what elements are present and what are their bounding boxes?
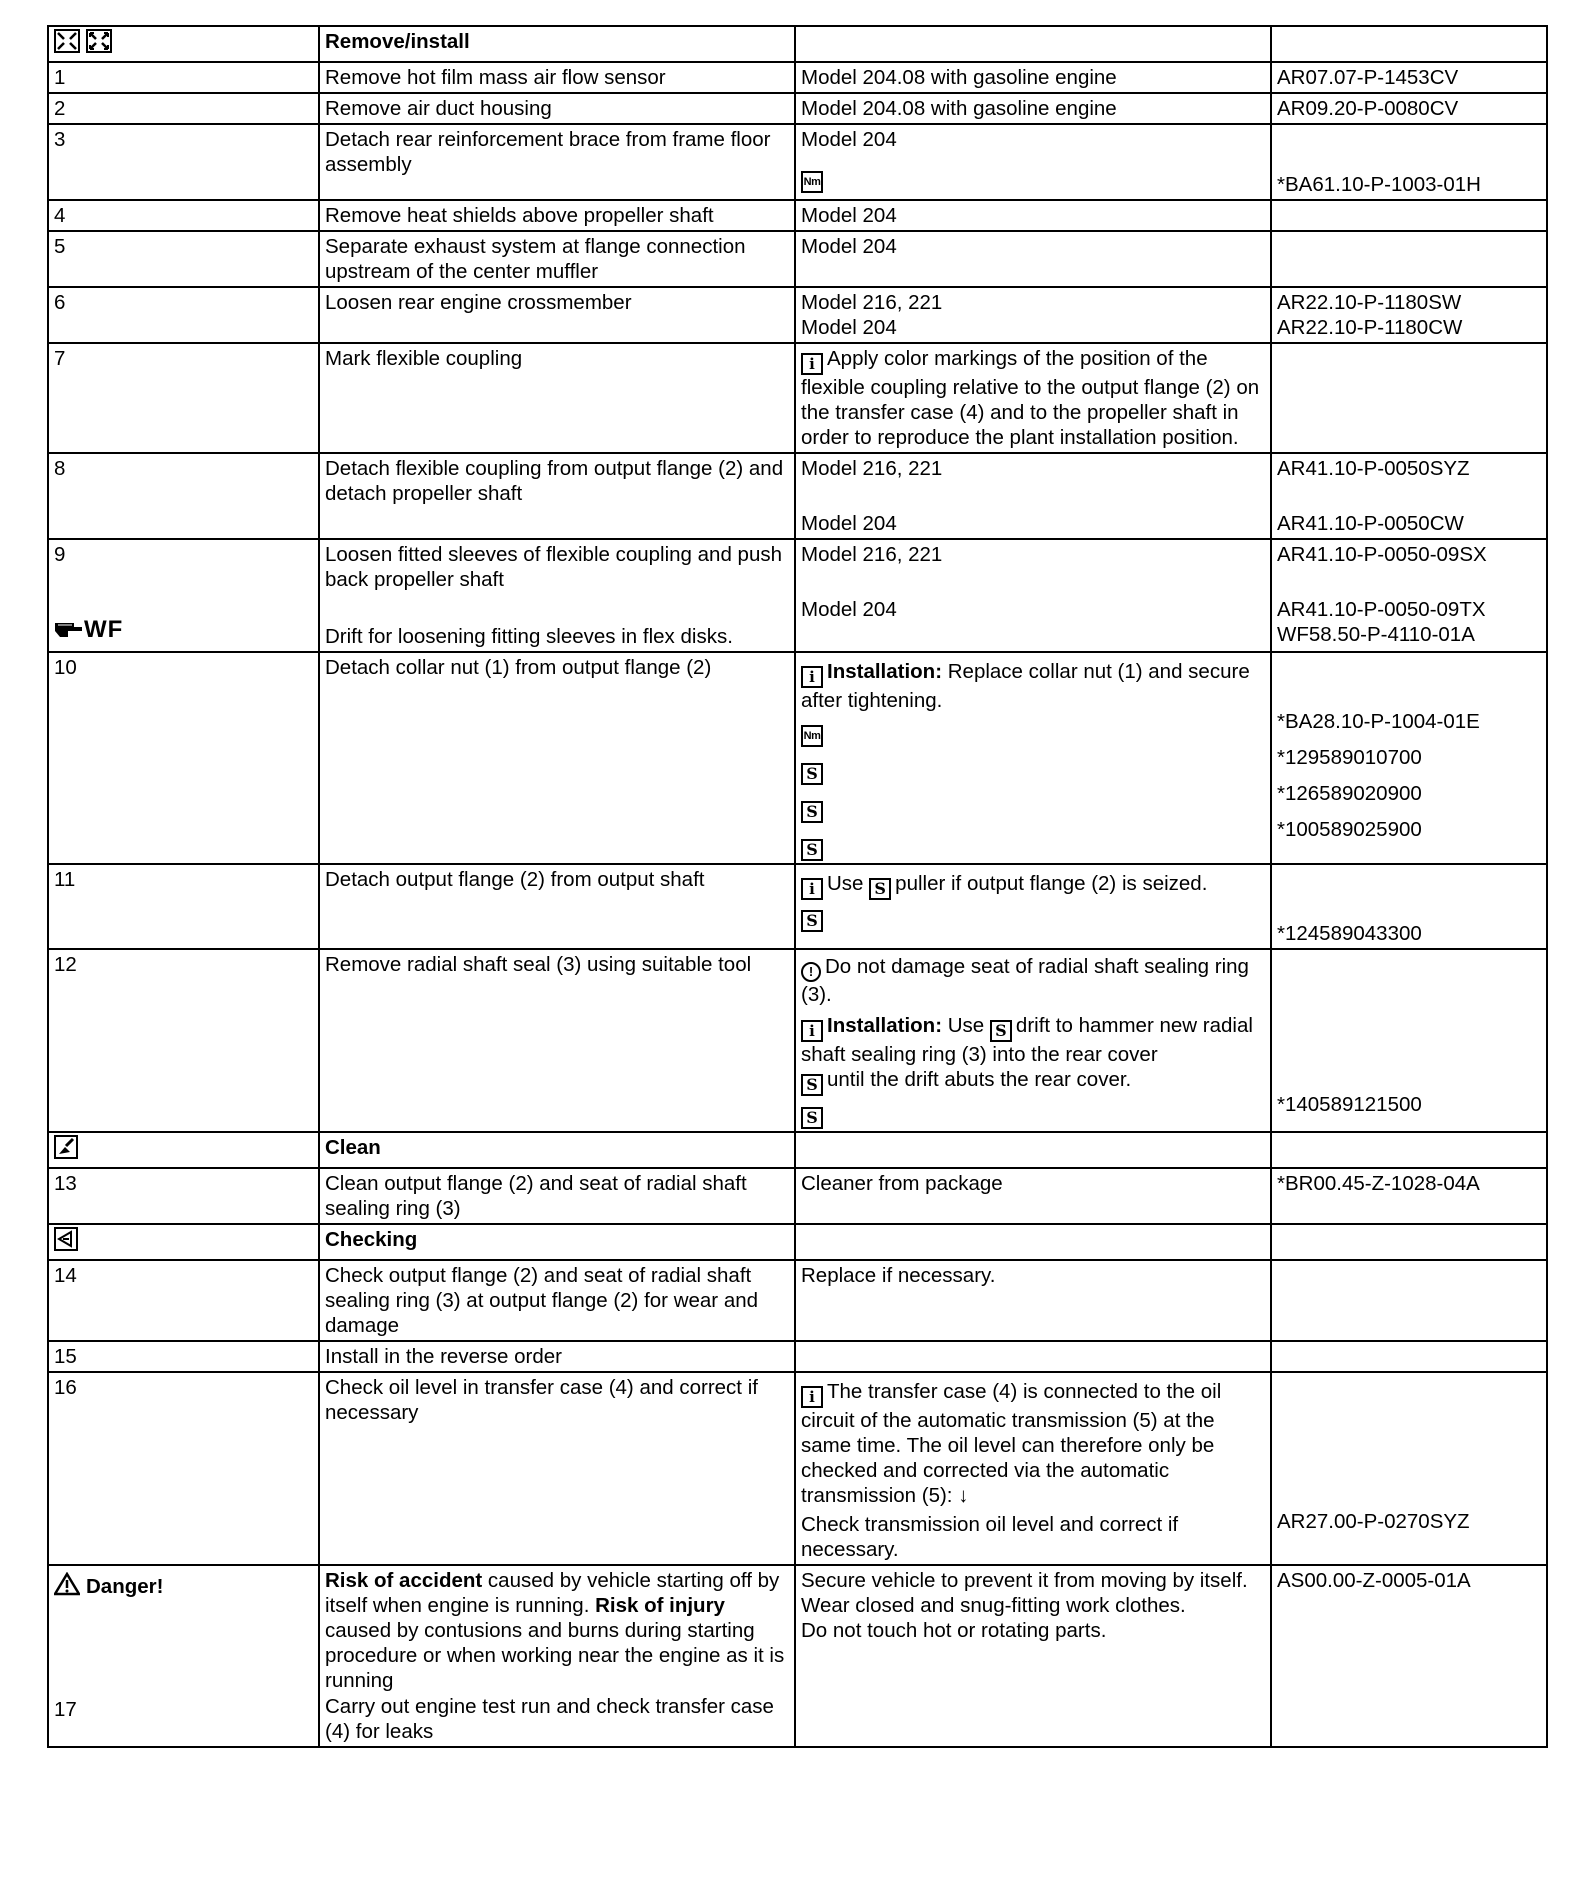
table-row [48,1168,1547,1224]
torque-icon: Nm [801,725,823,747]
doc-reference: *BA28.10-P-1004-01E *129589010700 *126589020900 *100589025900 [1271,652,1547,864]
danger-cell [48,1565,319,1747]
info-icon: i [801,1386,823,1408]
step-note: Model 216, 221 Model 204 [795,539,1271,652]
table-row [48,200,1547,231]
step-number: 14 [48,1260,319,1341]
table-row [48,453,1547,539]
special-tool-icon: S [801,1107,823,1129]
step-text: Loosen rear engine crossmember [319,287,795,343]
doc-reference: AR22.10-P-1180SW AR22.10-P-1180CW [1271,287,1547,343]
step-note: Model 204 [795,200,1271,231]
table-row [48,949,1547,1132]
step-number: 10 [48,652,319,864]
checking-icon [54,1233,78,1256]
step-number: 15 [48,1341,319,1372]
step-note: ! Do not damage seat of radial shaft sealing ring (3). i Installation: Use S drift to hammer new radial shaft sealing ring (3) into the rear cover S until the drift abuts the rear cover. S [795,949,1271,1132]
step-number: 17 [54,1698,77,1721]
step-text: Mark flexible coupling [319,343,795,453]
clean-icon [54,1141,78,1164]
section-row-clean [48,1132,1547,1168]
workshop-tool-icon [54,619,84,642]
step-note: i Apply color markings of the position of the flexible coupling relative to the output flange (2) on the transfer case (4) and to the propeller shaft in order to reproduce the plant installation position. [795,343,1271,453]
step-note: Model 204.08 with gasoline engine [795,93,1271,124]
step-text: Separate exhaust system at flange connection upstream of the center muffler [319,231,795,287]
section-title: Checking [319,1224,795,1260]
step-note: Model 204 [795,231,1271,287]
doc-reference: *124589043300 [1271,864,1547,949]
step-number: 11 [48,864,319,949]
step-text: Risk of accident caused by vehicle starting off by itself when engine is running. Risk of injury caused by contusions and burns during starting procedure or when working near the engine as it is running Carry out engine test run and check transfer case (4) for leaks [319,1565,795,1747]
step-number: 7 [48,343,319,453]
step-number: 3 [48,124,319,200]
doc-reference: *140589121500 [1271,949,1547,1132]
info-icon: i [801,878,823,900]
install-icon [86,35,112,58]
section-title: Remove/install [319,26,795,62]
step-text: Detach rear reinforcement brace from frame floor assembly [319,124,795,200]
table-row [48,62,1547,93]
caution-icon: ! [801,962,821,982]
table-row [48,93,1547,124]
special-tool-icon: S [990,1020,1012,1042]
step-number: 12 [48,949,319,1132]
step-number: 6 [48,287,319,343]
info-icon: i [801,1020,823,1042]
step-text: Loosen fitted sleeves of flexible coupling and push back propeller shaft Drift for loosening fitting sleeves in flex disks. [319,539,795,652]
step-note: Cleaner from package [795,1168,1271,1224]
danger-label: Danger! [86,1575,164,1598]
table-row [48,343,1547,453]
step-note: Secure vehicle to prevent it from moving by itself. Wear closed and snug-fitting work clothes. Do not touch hot or rotating parts. [795,1565,1271,1747]
table-row [48,231,1547,287]
doc-reference: AS00.00-Z-0005-01A [1271,1565,1547,1747]
table-row [48,864,1547,949]
table-row [48,287,1547,343]
special-tool-icon: S [801,763,823,785]
doc-reference: *BA61.10-P-1003-01H [1271,124,1547,200]
step-text: Remove radial shaft seal (3) using suitable tool [319,949,795,1132]
doc-reference: AR07.07-P-1453CV [1271,62,1547,93]
table-row [48,1372,1547,1565]
step-number: 16 [48,1372,319,1565]
special-tool-icon: S [801,1074,823,1096]
step-note: i The transfer case (4) is connected to the oil circuit of the automatic transmission (5) at the same time. The oil level can therefore only be checked and corrected via the automatic transmission (5): ↓ Check transmission oil level and correct if necessary. [795,1372,1271,1565]
table-row [48,1341,1547,1372]
step-text: Check output flange (2) and seat of radial shaft sealing ring (3) at output flange (2) for wear and damage [319,1260,795,1341]
step-text: Install in the reverse order [319,1341,795,1372]
special-tool-icon: S [801,839,823,861]
table-row [48,124,1547,200]
info-icon: i [801,666,823,688]
step-text: Detach flexible coupling from output flange (2) and detach propeller shaft [319,453,795,539]
step-note: Replace if necessary. [795,1260,1271,1341]
step-number: 4 [48,200,319,231]
step-text: Remove air duct housing [319,93,795,124]
step-note: i Use S puller if output flange (2) is seized. S [795,864,1271,949]
doc-reference: AR41.10-P-0050SYZ AR41.10-P-0050CW [1271,453,1547,539]
step-note: Model 216, 221 Model 204 [795,453,1271,539]
step-text: Clean output flange (2) and seat of radial shaft sealing ring (3) [319,1168,795,1224]
step-text: Check oil level in transfer case (4) and correct if necessary [319,1372,795,1565]
table-row [48,652,1547,864]
section-row-checking [48,1224,1547,1260]
step-note: Model 204.08 with gasoline engine [795,62,1271,93]
section-title: Clean [319,1132,795,1168]
step-text: Detach output flange (2) from output shaft [319,864,795,949]
special-tool-icon: S [801,910,823,932]
table-row-danger [48,1565,1547,1747]
torque-icon: Nm [801,171,823,193]
step-note: Model 204 Nm [795,124,1271,200]
remove-icon [54,35,80,58]
step-number: 1 [48,62,319,93]
step-text: Remove heat shields above propeller shaft [319,200,795,231]
step-text: Remove hot film mass air flow sensor [319,62,795,93]
step-text: Detach collar nut (1) from output flange (2) [319,652,795,864]
special-tool-icon: S [869,878,891,900]
step-number: 8 [48,453,319,539]
step-number: 13 [48,1168,319,1224]
doc-reference: AR27.00-P-0270SYZ [1271,1372,1547,1565]
special-tool-icon: S [801,801,823,823]
step-note: i Installation: Replace collar nut (1) and secure after tightening. Nm S S S [795,652,1271,864]
table-row [48,1260,1547,1341]
step-number: 9 WF [48,539,319,652]
info-icon: i [801,353,823,375]
warning-triangle-icon [54,1572,80,1602]
step-number: 2 [48,93,319,124]
procedure-table [47,25,1548,1748]
step-note: Model 216, 221 Model 204 [795,287,1271,343]
doc-reference: *BR00.45-Z-1028-04A [1271,1168,1547,1224]
wf-label: WF [84,616,124,643]
doc-reference: AR09.20-P-0080CV [1271,93,1547,124]
table-row [48,539,1547,652]
step-number: 5 [48,231,319,287]
section-row-remove-install [48,26,1547,62]
doc-reference: AR41.10-P-0050-09SX AR41.10-P-0050-09TX WF58.50-P-4110-01A [1271,539,1547,652]
